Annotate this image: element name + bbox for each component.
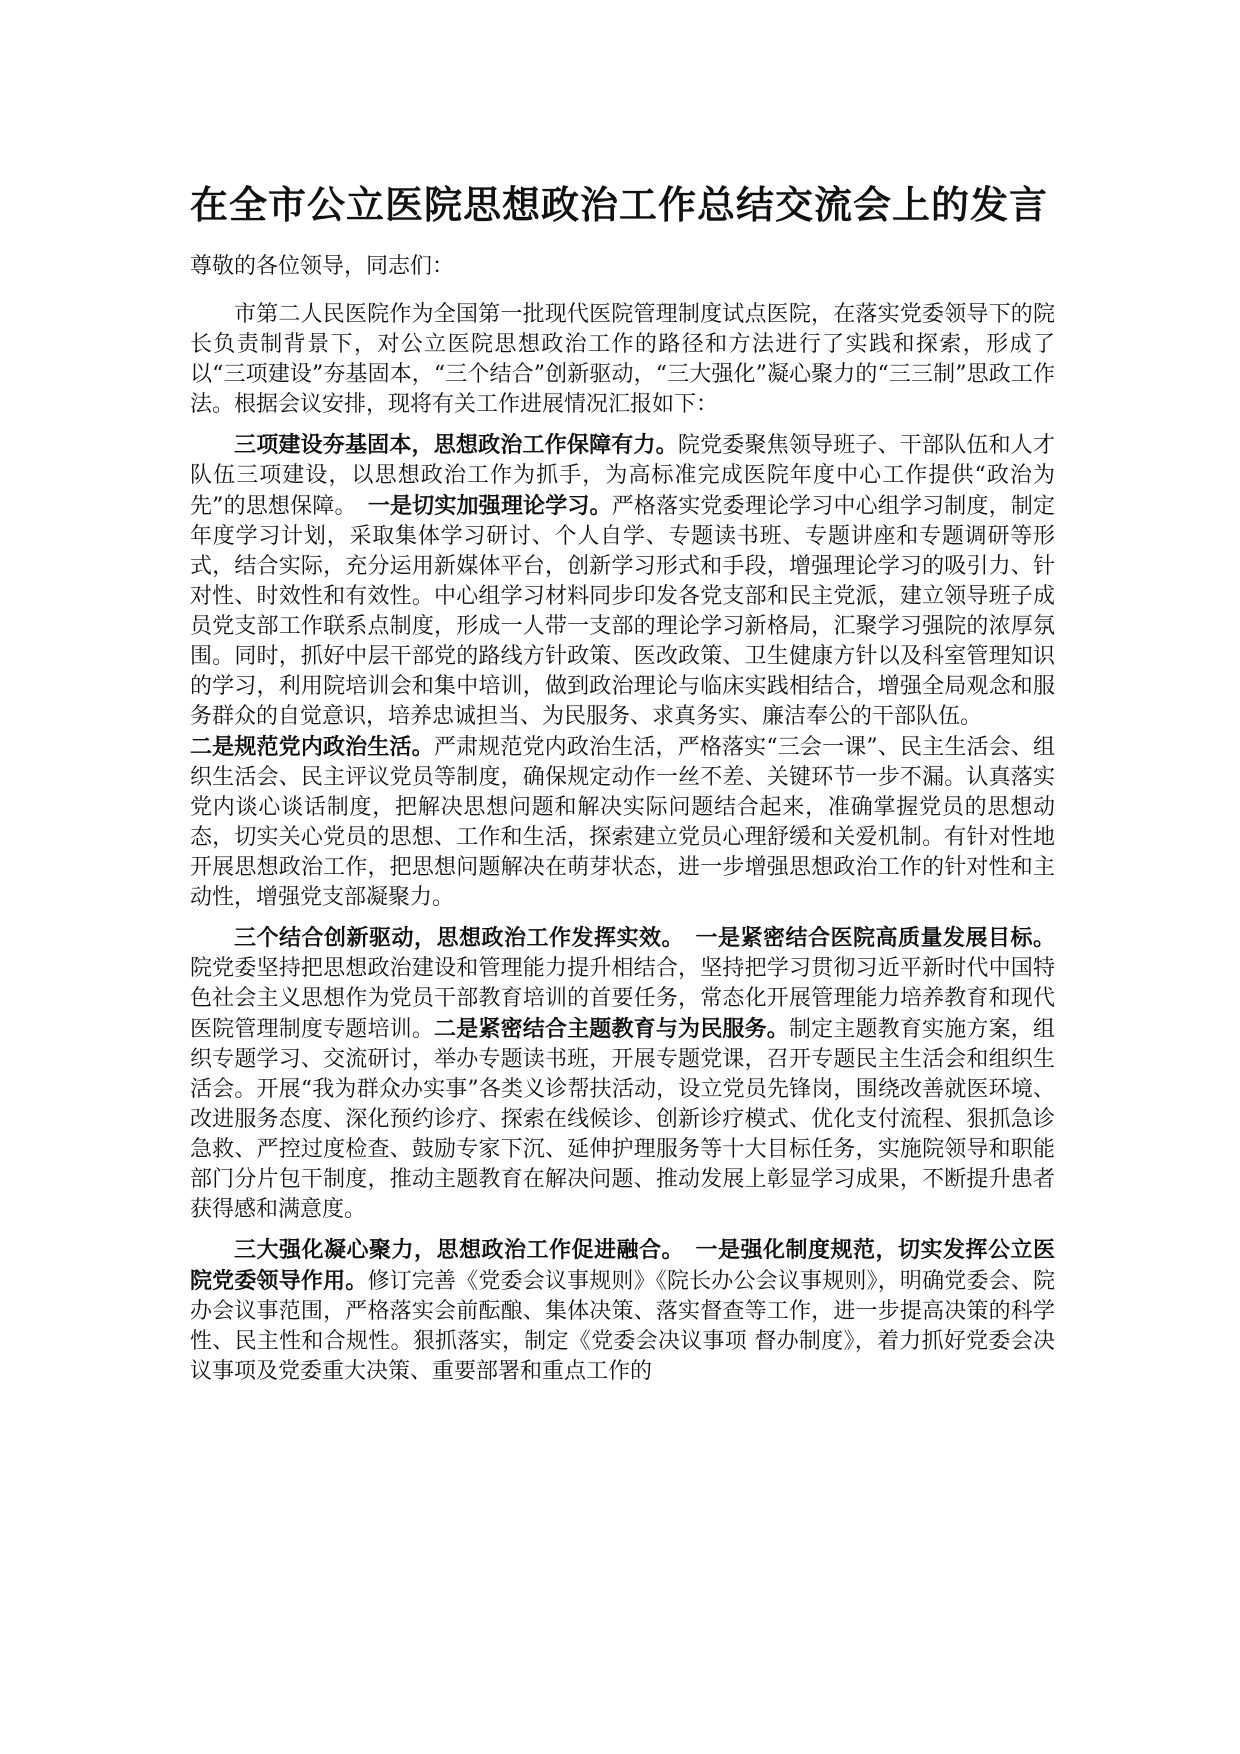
section-2-point-1-heading: 一是紧密结合医院高质量发展目标。 — [695, 925, 1055, 951]
section-1-point-2-heading: 二是规范党内政治生活。 — [190, 734, 434, 760]
section-1-point-2-paragraph — [190, 732, 1055, 913]
section-2-point-1-text: 院党委坚持把思想政治建设和管理能力提升相结合，坚持把学习贯彻习近平新时代中国特色社会主义思想作为党员干部教育培训的首要任务，常态化开展管理能力培养教育和现代医院管理制度专题培训。 — [190, 956, 1055, 1042]
section-1-point-1-text: 严格落实党委理论学习中心组学习制度，制定年度学习计划，采取集体学习研讨、个人自学、专题读书班、专题讲座和专题调研等形式，结合实际，充分运用新媒体平台，创新学习形式和手段，增强理论学习的吸引力、针对性、时效性和有效性。中心组学习材料同步印发各党支部和民主党派，建立领导班子成员党支部工作联系点制度，形成一人带一支部的理论学习新格局，汇聚学习强院的浓厚氛围。同时，抓好中层干部党的路线方针政策、医改政策、卫生健康方针以及科室管理知识的学习，利用院培训会和集中培训，做到政治理论与临床实践相结合，增强全局观念和服务群众的自觉意识，培养忠诚担当、为民服务、求真务实、廉洁奉公的干部队伍。 — [190, 494, 1055, 729]
section-2-point-2-text: 制定主题教育实施方案，组织专题学习、交流研讨，举办专题读书班，开展专题党课，召开专题民主生活会和组织生活会。开展“我为群众办实事”各类义诊帮扶活动，设立党员先锋岗，围绕改善就医环境、改进服务态度、深化预约诊疗、探索在线候诊、创新诊疗模式、优化支付流程、狠抓急诊急救、严控过度检查、鼓励专家下沉、延伸护理服务等十大目标任务，实施院领导和职能部门分片包干制度，推动主题教育在解决问题、推动发展上彰显学习成果，不断提升患者获得感和满意度。 — [190, 1017, 1055, 1222]
document-title: 在全市公立医院思想政治工作总结交流会上的发言 — [190, 182, 1049, 227]
section-1-paragraph — [190, 430, 1055, 732]
salutation: 尊敬的各位领导，同志们： — [190, 254, 455, 279]
intro-paragraph: 市第二人民医院作为全国第一批现代医院管理制度试点医院，在落实党委领导下的院长负责制背景下，对公立医院思想政治工作的路径和方法进行了实践和探索，形成了以“三项建设”夯基固本，“三个结合”创新驱动，“三大强化”凝心聚力的“三三制”思政工作法。根据会议安排，现将有关工作进展情况汇报如下： — [190, 302, 1055, 417]
section-3-paragraph — [190, 1235, 1055, 1387]
section-1-point-1-heading: 一是切实加强理论学习。 — [367, 493, 612, 519]
section-2-heading: 三个结合创新驱动，思想政治工作发挥实效。 — [234, 925, 673, 951]
section-1-text: 院党委聚焦领导班子、干部队伍和人才队伍三项建设，以思想政治工作为抓手，为高标准完成医院年度中心工作提供“政治为先”的思想保障。 — [190, 433, 1055, 519]
section-1-point-2-text: 严肃规范党内政治生活，严格落实“三会一课”、民主生活会、组织生活会、民主评议党员等制度，确保规定动作一丝不差、关键环节一步不漏。认真落实党内谈心谈话制度，把解决思想问题和解决实际问题结合起来，准确掌握党员的思想动态，切实关心党员的思想、工作和生活，探索建立党员心理舒缓和关爱机制。有针对性地开展思想政治工作，把思想问题解决在萌芽状态，进一步增强思想政治工作的针对性和主动性，增强党支部凝聚力。 — [190, 735, 1055, 910]
section-2-paragraph — [190, 923, 1055, 1225]
section-3-point-1-heading: 一是强化制度规范，切实发挥公立医院党委领导作用。 — [190, 1237, 1055, 1294]
section-1-heading: 三项建设夯基固本，思想政治工作保障有力。 — [234, 432, 678, 458]
document-page — [190, 180, 1055, 1397]
section-2-point-2-heading: 二是紧密结合主题教育与为民服务。 — [434, 1016, 789, 1042]
section-3-heading: 三大强化凝心聚力，思想政治工作促进融合。 — [234, 1237, 673, 1263]
section-3-point-1-text: 修订完善《党委会议事规则》《院长办公会议事规则》，明确党委会、院办会议事范围，严格落实会前酝酿、集体决策、落实督查等工作，进一步提高决策的科学性、民主性和合规性。狠抓落实，制定《党委会决议事项 督办制度》，着力抓好党委会决议事项及党委重大决策、重要部署和重点工作的 — [190, 1269, 1055, 1384]
